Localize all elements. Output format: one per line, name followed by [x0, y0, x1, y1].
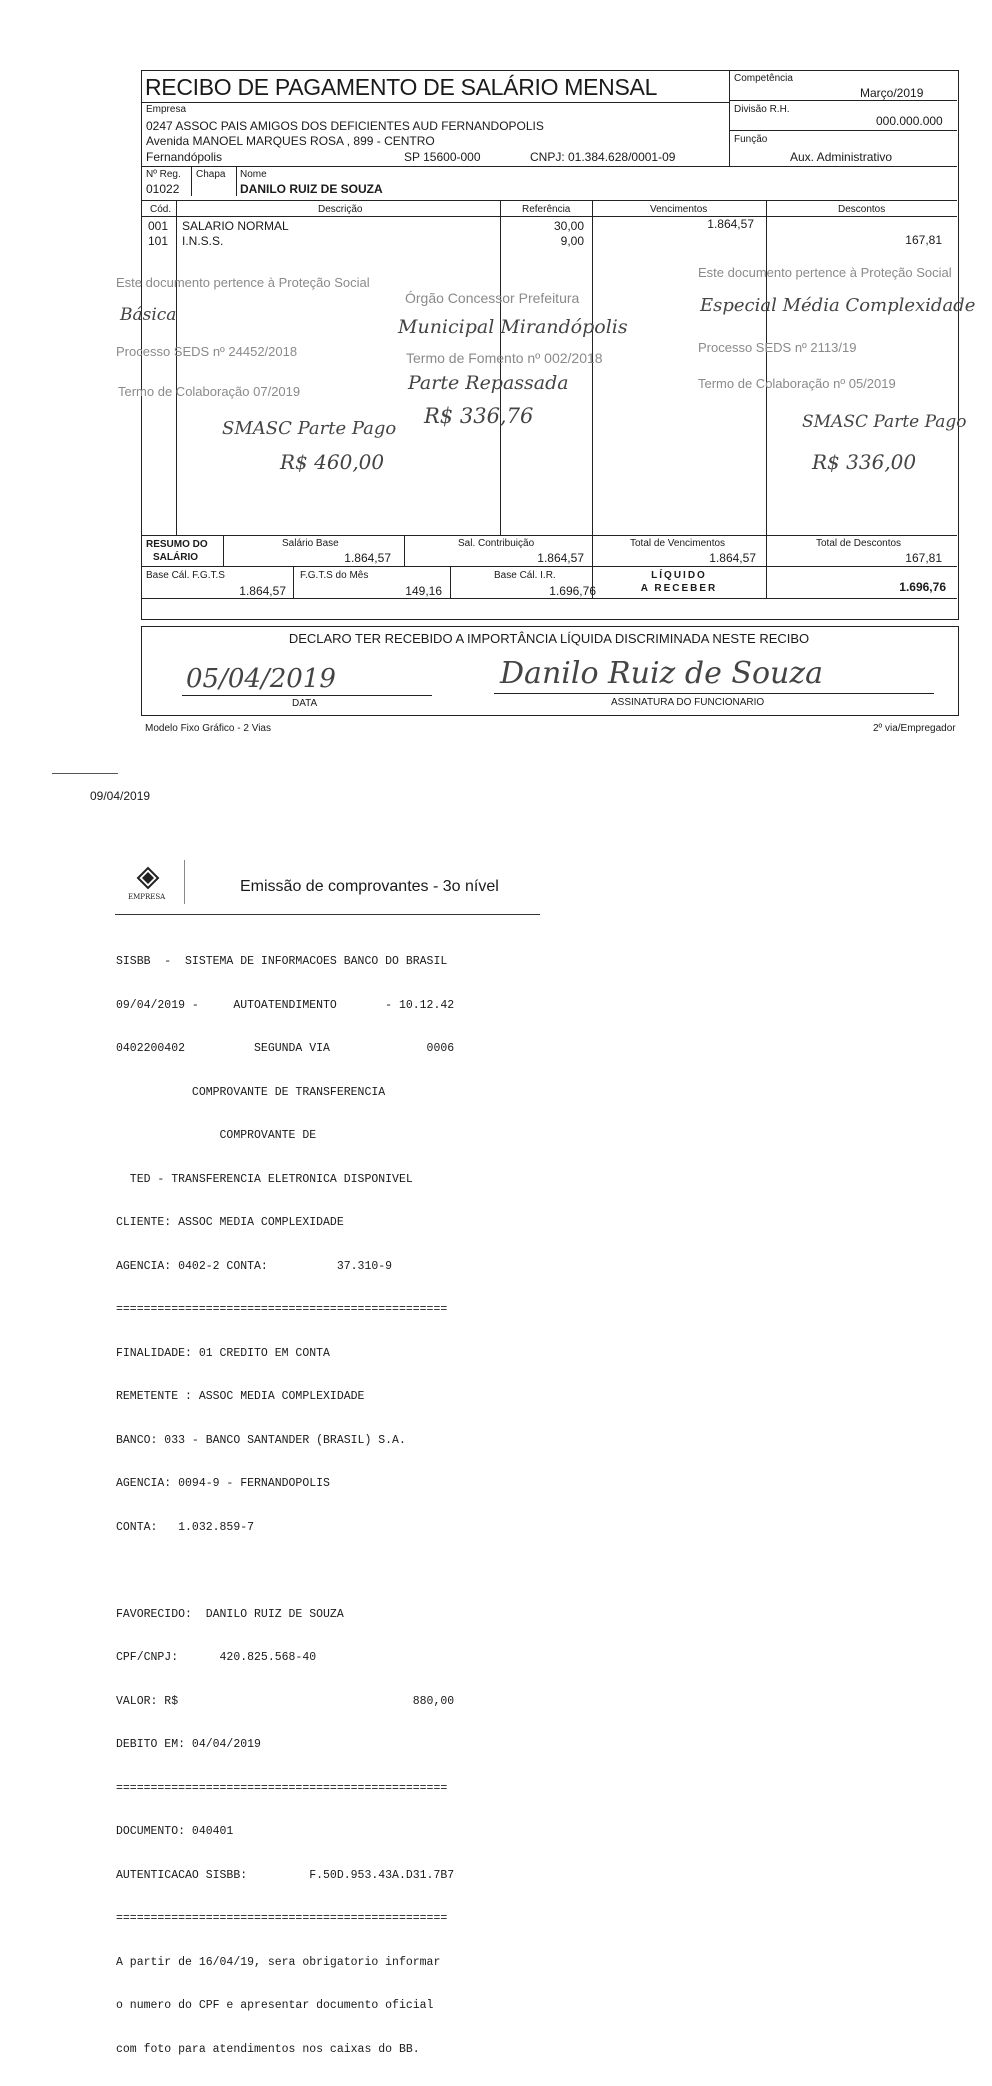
print-date: 09/04/2019	[90, 789, 151, 803]
bank-line: CONTA: 1.032.859-7	[116, 1520, 255, 1534]
stamp-mid-termo: Termo de Fomento nº 002/2018	[406, 350, 603, 366]
declaration-text: DECLARO TER RECEBIDO A IMPORTÂNCIA LÍQUIDA DISCRIMINADA NESTE RECIBO	[288, 631, 810, 646]
base-fgts-value: 1.864,57	[239, 584, 286, 598]
divider	[141, 216, 957, 217]
bank-line: FAVORECIDO: DANILO RUIZ DE SOUZA	[116, 1607, 344, 1621]
stamp-right-handwriting: Especial Média Complexidade	[700, 295, 976, 316]
bank-logo-text: EMPRESA	[128, 893, 166, 901]
stamp-right-processo: Processo SEDS nº 2113/19	[698, 340, 857, 355]
divider	[729, 100, 730, 166]
divider	[184, 860, 185, 904]
date-label: DATA	[292, 698, 318, 709]
total-venc-value: 1.864,57	[709, 551, 756, 565]
empresa-cnpj: CNPJ: 01.384.628/0001-09	[530, 150, 676, 164]
divider	[141, 166, 957, 167]
stamp-left-processo: Processo SEDS nº 24452/2018	[116, 344, 298, 359]
stamp-left-handwriting: Básica	[120, 305, 177, 325]
bank-line: 09/04/2019 - AUTOATENDIMENTO - 10.12.42	[116, 998, 455, 1012]
empresa-city: Fernandópolis	[146, 150, 223, 164]
stamp-mid-orgao-hand: Municipal Mirandópolis	[398, 316, 628, 338]
base-fgts-label: Base Cál. F.G.T.S	[146, 570, 225, 581]
funcao-value: Aux. Administrativo	[790, 150, 893, 164]
col-ref: Referência	[522, 204, 571, 215]
nreg-value: 01022	[146, 182, 180, 196]
chapa-label: Chapa	[196, 169, 226, 180]
stamp-left-termo: Termo de Colaboração 07/2019	[118, 384, 301, 399]
liquido-value: 1.696,76	[899, 580, 946, 594]
empresa-label: Empresa	[146, 104, 187, 115]
divider	[115, 914, 540, 915]
stamp-mid-orgao: Órgão Concessor Prefeitura	[405, 290, 580, 306]
bank-logo-icon	[128, 862, 170, 892]
divider	[191, 166, 192, 196]
base-ir-label: Base Cál. I.R.	[494, 570, 556, 581]
col-descontos: Descontos	[838, 204, 886, 215]
stamp-left-text: Este documento pertence à Proteção Social	[116, 275, 370, 290]
col-line	[500, 200, 501, 535]
bank-line: REMETENTE : ASSOC MEDIA COMPLEXIDADE	[116, 1390, 365, 1403]
competencia-label: Competência	[734, 73, 793, 84]
bank-line: AUTENTICACAO SISBB: F.50D.953.43A.D31.7B7	[116, 1868, 455, 1882]
empresa-name: 0247 ASSOC PAIS AMIGOS DOS DEFICIENTES AUD FERNANDOPOLIS	[146, 119, 544, 133]
salario-base-label: Salário Base	[282, 538, 339, 549]
stamp-right-smasc: SMASC Parte Pago	[802, 412, 967, 432]
col-line	[766, 200, 767, 535]
divider	[141, 598, 957, 599]
divider	[729, 100, 957, 101]
divisao-label: Divisão R.H.	[734, 104, 790, 115]
stamp-mid-valor: R$ 336,76	[424, 404, 534, 428]
salario-base-value: 1.864,57	[344, 551, 391, 565]
col-desc: Descrição	[318, 204, 363, 215]
resumo-label-2: SALÁRIO	[153, 552, 198, 563]
bank-line: o numero do CPF e apresentar documento oficial	[116, 1999, 434, 2012]
col-venc: Vencimentos	[650, 204, 708, 215]
bank-line: TED - TRANSFERENCIA ELETRONICA DISPONIVEL	[116, 1172, 413, 1186]
receipt-title: RECIBO DE PAGAMENTO DE SALÁRIO MENSAL	[145, 74, 658, 100]
row-descontos: 167,81	[905, 233, 942, 247]
stamp-mid-parte: Parte Repassada	[408, 372, 569, 394]
fgts-mes-label: F.G.T.S do Mês	[300, 570, 369, 581]
bank-line: ================================================	[116, 1781, 448, 1795]
bank-line: FINALIDADE: 01 CREDITO EM CONTA	[116, 1346, 330, 1360]
bank-line: AGENCIA: 0094-9 - FERNANDOPOLIS	[116, 1477, 330, 1490]
bank-line	[116, 1564, 454, 1579]
bank-logo	[128, 862, 170, 902]
divider	[236, 166, 237, 196]
model-text: Modelo Fixo Gráfico - 2 Vias	[145, 723, 271, 734]
liquido-label-2: A RECEBER	[640, 583, 718, 594]
row-ref: 9,00	[560, 234, 584, 248]
signature-label: ASSINATURA DO FUNCIONARIO	[611, 697, 765, 708]
row-ref: 30,00	[553, 219, 584, 233]
liquido-label: LÍQUIDO	[651, 570, 707, 581]
stamp-right-termo: Termo de Colaboração nº 05/2019	[698, 376, 896, 391]
divider	[141, 535, 957, 536]
bank-line: VALOR: R$ 880,00	[116, 1694, 455, 1708]
bank-title: Emissão de comprovantes - 3o nível	[240, 878, 499, 895]
col-line	[592, 200, 593, 535]
competencia-value: Março/2019	[860, 86, 924, 100]
title-box	[141, 70, 730, 103]
empresa-address: Avenida MANOEL MARQUES ROSA , 899 - CENTRO	[146, 134, 435, 148]
divider	[293, 566, 294, 598]
bank-line: BANCO: 033 - BANCO SANTANDER (BRASIL) S.A.	[116, 1433, 406, 1447]
bank-receipt-body	[116, 926, 454, 2086]
col-line	[176, 200, 177, 535]
funcao-label: Função	[734, 134, 768, 145]
row-venc: 1.864,57	[707, 217, 754, 231]
signature-handwriting: Danilo Ruiz de Souza	[500, 656, 824, 691]
bank-line: COMPROVANTE DE TRANSFERENCIA	[116, 1085, 386, 1099]
row-cod: 101	[148, 234, 169, 248]
bank-line: COMPROVANTE DE	[116, 1129, 317, 1142]
bank-line: A partir de 16/04/19, sera obrigatorio informar	[116, 1955, 441, 1969]
bank-line: DEBITO EM: 04/04/2019	[116, 1738, 261, 1751]
nreg-label: Nº Reg.	[146, 169, 181, 180]
row-desc: I.N.S.S.	[182, 234, 224, 248]
bank-line: CPF/CNPJ: 420.825.568-40	[116, 1651, 317, 1664]
nome-label: Nome	[240, 169, 267, 180]
stamp-right-valor: R$ 336,00	[812, 450, 917, 474]
row-desc: SALARIO NORMAL	[182, 219, 289, 233]
divider	[141, 566, 957, 567]
row-cod: 001	[148, 219, 169, 233]
divisao-value: 000.000.000	[876, 114, 943, 128]
via-text: 2º via/Empregador	[873, 723, 956, 734]
total-desc-value: 167,81	[905, 551, 942, 565]
bank-line: DOCUMENTO: 040401	[116, 1825, 234, 1838]
divider	[729, 130, 957, 131]
stamp-left-smasc: SMASC Parte Pago	[222, 418, 397, 439]
scan-mark	[52, 773, 118, 774]
bank-line: CLIENTE: ASSOC MEDIA COMPLEXIDADE	[116, 1216, 344, 1229]
fgts-mes-value: 149,16	[405, 584, 442, 598]
signature-line	[494, 693, 934, 694]
sal-contrib-label: Sal. Contribuição	[458, 538, 535, 549]
bank-line: AGENCIA: 0402-2 CONTA: 37.310-9	[116, 1259, 393, 1273]
total-desc-label: Total de Descontos	[816, 538, 902, 549]
date-line	[182, 695, 432, 696]
empresa-uf-cep: SP 15600-000	[404, 150, 481, 164]
base-ir-value: 1.696,76	[549, 584, 596, 598]
bank-line: SISBB - SISTEMA DE INFORMACOES BANCO DO BRASIL	[116, 955, 448, 968]
total-venc-label: Total de Vencimentos	[630, 538, 726, 549]
date-handwriting: 05/04/2019	[186, 664, 336, 694]
bank-line: ================================================	[116, 1303, 448, 1316]
bank-line: 0402200402 SEGUNDA VIA 0006	[116, 1042, 455, 1055]
stamp-left-valor: R$ 460,00	[280, 450, 385, 474]
bank-line: com foto para atendimentos nos caixas do BB.	[116, 2042, 420, 2056]
divider	[141, 200, 957, 201]
bank-line: ================================================	[116, 1912, 448, 1925]
col-cod: Cód.	[150, 204, 172, 215]
stamp-right-text: Este documento pertence à Proteção Social	[698, 265, 952, 280]
sal-contrib-value: 1.864,57	[537, 551, 584, 565]
employee-name: DANILO RUIZ DE SOUZA	[240, 182, 383, 196]
resumo-label: RESUMO DO	[146, 539, 208, 550]
